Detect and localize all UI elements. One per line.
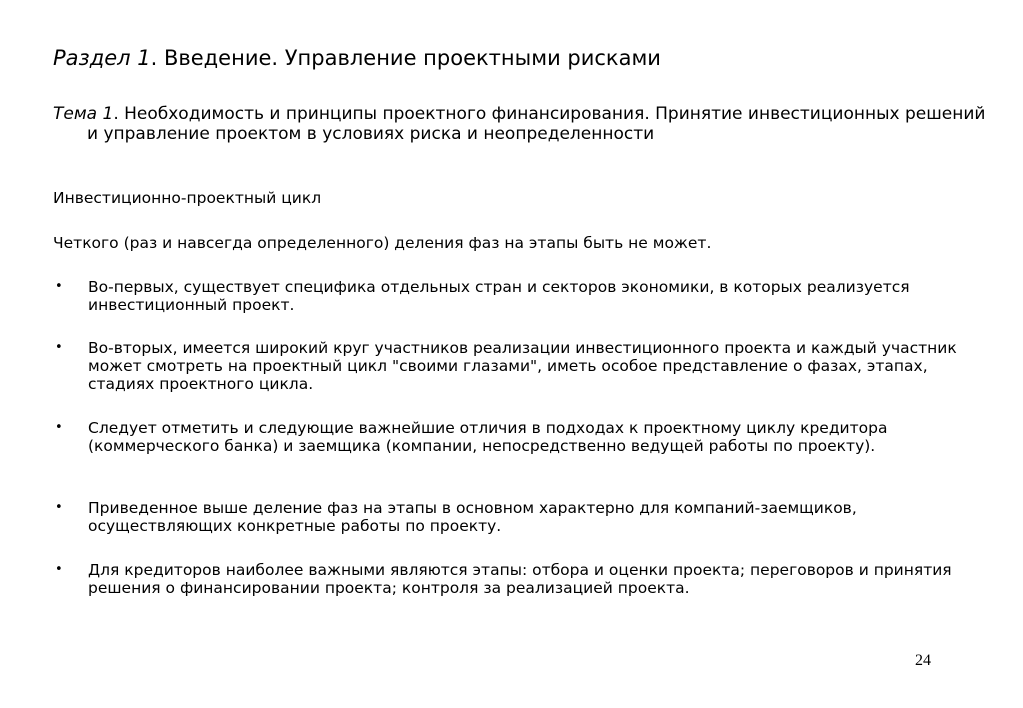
bullet-item: [53, 339, 983, 393]
bullet-item: [53, 278, 983, 314]
bullet-text: Следует отметить и следующие важнейшие отличия в подходах к проектному циклу кредитора (коммерческого банка) и заемщика (компании, непосредственно ведущей работы по проекту).: [88, 419, 888, 455]
bullet-marker: •: [55, 420, 63, 435]
bullet-item: [53, 561, 983, 597]
topic-label: Тема 1: [53, 104, 114, 124]
section-label: Раздел 1: [53, 46, 151, 70]
bullet-text: Для кредиторов наиболее важными являются этапы: отбора и оценки проекта; переговоров и принятия решения о финансировании проекта; контроля за реализацией проекта.: [88, 561, 952, 597]
topic-title: . Необходимость и принципы проектного финансирования. Принятие инвестиционных решений и управление проектом в условиях риска и неопределенности: [87, 104, 986, 144]
bullet-text: Во-вторых, имеется широкий круг участников реализации инвестиционного проекта и каждый участник может смотреть на проектный цикл "своими глазами", иметь особое представление о фазах, этапах, стадиях проектного цикла.: [88, 339, 957, 393]
bullet-marker: •: [55, 340, 63, 355]
section-title: . Введение. Управление проектными рисками: [150, 46, 661, 70]
bullet-text: Во-первых, существует специфика отдельных стран и секторов экономики, в которых реализуется инвестиционный проект.: [88, 278, 910, 314]
bullet-marker: •: [55, 279, 63, 294]
bullet-marker: •: [55, 562, 63, 577]
intro-paragraph: Четкого (раз и навсегда определенного) деления фаз на этапы быть не может.: [53, 234, 712, 252]
topic-heading: [53, 104, 987, 144]
bullet-item: [53, 419, 983, 455]
bullet-item: [53, 499, 983, 535]
bullet-text: Приведенное выше деление фаз на этапы в основном характерно для компаний-заемщиков, осуществляющих конкретные работы по проекту.: [88, 499, 857, 535]
section-heading: [53, 44, 661, 72]
subheading: Инвестиционно-проектный цикл: [53, 189, 322, 207]
page-number: 24: [915, 652, 931, 669]
bullet-marker: •: [55, 500, 63, 515]
